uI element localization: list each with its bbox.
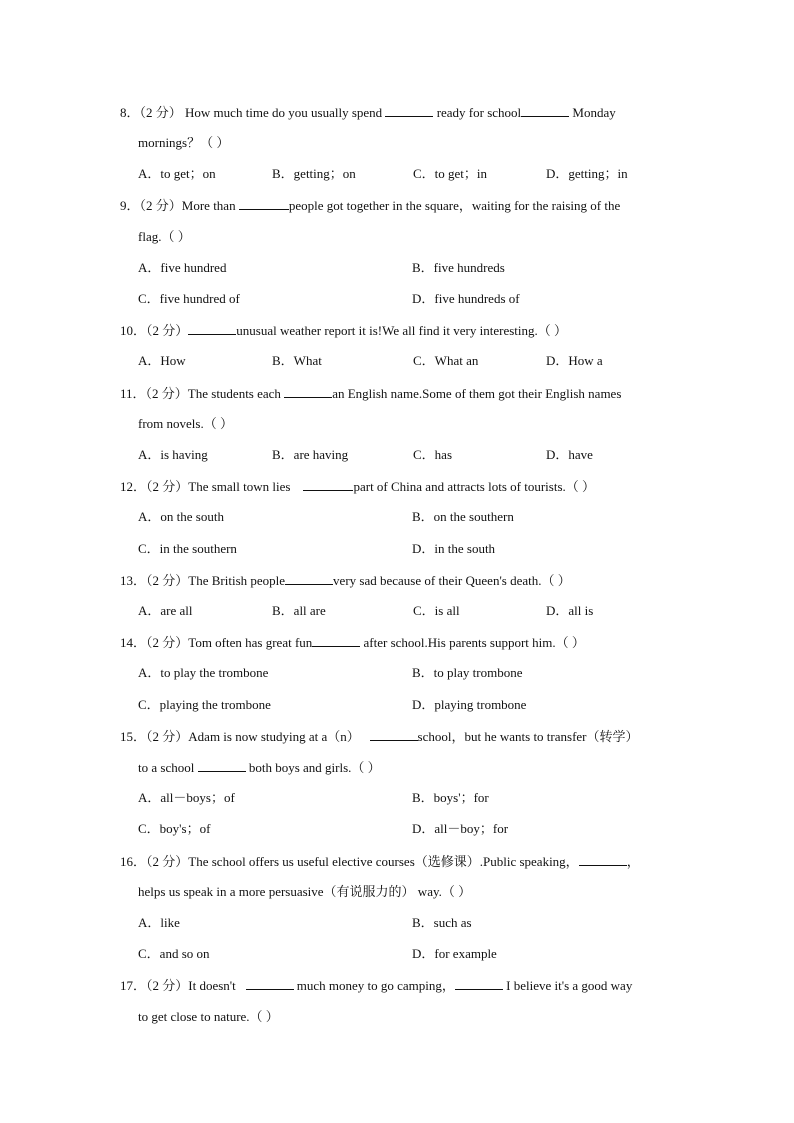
option-d[interactable]: D．have bbox=[546, 447, 593, 462]
answer-blank bbox=[284, 385, 332, 398]
option-a[interactable]: A．to play the trombone bbox=[138, 665, 269, 680]
question-number: 10． bbox=[120, 323, 147, 338]
question-number: 12． bbox=[120, 479, 147, 494]
answer-blank bbox=[198, 759, 246, 772]
stem-text: ， bbox=[626, 854, 640, 869]
stem-text: How much time do you usually spend bbox=[185, 105, 383, 120]
answer-blank bbox=[521, 104, 569, 117]
question-stem bbox=[120, 977, 632, 994]
stem-text: The students each bbox=[187, 386, 281, 401]
question-number: 17． bbox=[120, 978, 147, 993]
stem-text: The British people bbox=[188, 573, 286, 588]
stem-text: both boys and girls.（ ） bbox=[248, 760, 381, 775]
option-c[interactable]: C．in the southern bbox=[138, 541, 237, 556]
stem-text: The school offers us useful elective courses（选修课）.Public speaking， bbox=[188, 854, 579, 869]
option-b[interactable]: B．such as bbox=[412, 915, 472, 930]
stem-text: school，but he wants to transfer（转学） bbox=[417, 729, 639, 744]
stem-continuation: mornings？（ ） bbox=[138, 135, 230, 150]
option-d[interactable]: D．all is bbox=[546, 603, 594, 618]
option-a[interactable]: A．How bbox=[138, 353, 186, 368]
question-number: 8． bbox=[120, 105, 140, 120]
question-stem bbox=[120, 385, 621, 402]
option-c[interactable]: C．is all bbox=[413, 603, 460, 618]
stem-text: after school.His parents support him.（ ） bbox=[363, 635, 585, 650]
option-a[interactable]: A．all－boys；of bbox=[138, 790, 235, 805]
question-score: （2 分） bbox=[146, 978, 189, 993]
option-d[interactable]: D．for example bbox=[412, 946, 497, 961]
question-stem bbox=[120, 478, 595, 495]
option-a[interactable]: A．is having bbox=[138, 447, 208, 462]
question-score: （2 分） bbox=[146, 854, 189, 869]
option-b[interactable]: B．getting；on bbox=[272, 166, 356, 181]
question-score: （2 分） bbox=[146, 323, 189, 338]
question-number: 11． bbox=[120, 386, 146, 401]
question-stem bbox=[120, 104, 616, 121]
question-score: （2 分） bbox=[146, 729, 189, 744]
option-b[interactable]: B．are having bbox=[272, 447, 349, 462]
answer-blank bbox=[246, 977, 294, 990]
option-d[interactable]: D．getting；in bbox=[546, 166, 628, 181]
stem-text: Tom often has great fun bbox=[188, 635, 313, 650]
question-stem bbox=[120, 197, 620, 214]
option-b[interactable]: B．five hundreds bbox=[412, 260, 505, 275]
answer-blank bbox=[239, 197, 289, 210]
stem-text: unusual weather report it is!We all find it very interesting.（ ） bbox=[236, 323, 568, 338]
stem-continuation: from novels.（ ） bbox=[138, 416, 233, 431]
answer-blank bbox=[312, 634, 360, 647]
question-stem bbox=[120, 322, 567, 339]
stem-text: to a school bbox=[138, 760, 195, 775]
answer-blank bbox=[579, 853, 627, 866]
option-b[interactable]: B．all are bbox=[272, 603, 326, 618]
option-c[interactable]: C．to get；in bbox=[413, 166, 488, 181]
answer-blank bbox=[455, 977, 503, 990]
answer-blank bbox=[303, 478, 353, 491]
question-score: （2 分） bbox=[146, 635, 189, 650]
option-c[interactable]: C．What an bbox=[413, 353, 479, 368]
option-a[interactable]: A．on the south bbox=[138, 509, 224, 524]
option-c[interactable]: C．has bbox=[413, 447, 453, 462]
question-number: 9． bbox=[120, 198, 140, 213]
stem-text: Adam is now studying at a（n） bbox=[188, 729, 360, 744]
stem-continuation: flag.（ ） bbox=[138, 229, 191, 244]
stem-text: part of China and attracts lots of tourists.（ ） bbox=[353, 479, 596, 494]
option-b[interactable]: B．boys'；for bbox=[412, 790, 489, 805]
stem-text: ready for school bbox=[436, 105, 522, 120]
option-c[interactable]: C．boy's；of bbox=[138, 821, 211, 836]
stem-text: very sad because of their Queen's death.（ ） bbox=[333, 573, 571, 588]
question-score: （2 分） bbox=[145, 386, 188, 401]
question-stem bbox=[120, 728, 639, 745]
question-score: （2 分） bbox=[139, 198, 182, 213]
stem-continuation: helps us speak in a more persuasive（有说服力的） way.（ ） bbox=[138, 884, 472, 899]
question-score: （2 分） bbox=[146, 479, 189, 494]
stem-text: It doesn't bbox=[188, 978, 236, 993]
option-d[interactable]: D．How a bbox=[546, 353, 603, 368]
option-a[interactable]: A．are all bbox=[138, 603, 193, 618]
stem-text: The small town lies bbox=[188, 479, 291, 494]
option-a[interactable]: A．to get；on bbox=[138, 166, 216, 181]
option-c[interactable]: C．five hundred of bbox=[138, 291, 240, 306]
stem-text: Monday bbox=[572, 105, 616, 120]
option-b[interactable]: B．What bbox=[272, 353, 322, 368]
stem-text: much money to go camping， bbox=[296, 978, 455, 993]
question-number: 16． bbox=[120, 854, 147, 869]
question-number: 15． bbox=[120, 729, 147, 744]
option-b[interactable]: B．to play trombone bbox=[412, 665, 523, 680]
option-d[interactable]: D．playing trombone bbox=[412, 697, 527, 712]
stem-text: More than bbox=[181, 198, 236, 213]
stem-text: people got together in the square，waiting for the raising of the bbox=[288, 198, 621, 213]
stem-continuation bbox=[138, 759, 381, 776]
question-number: 13． bbox=[120, 573, 147, 588]
option-d[interactable]: D．all－boy；for bbox=[412, 821, 509, 836]
option-c[interactable]: C．and so on bbox=[138, 946, 210, 961]
answer-blank bbox=[285, 572, 333, 585]
answer-blank bbox=[188, 322, 236, 335]
stem-text: I believe it's a good way bbox=[506, 978, 633, 993]
answer-blank bbox=[370, 728, 418, 741]
option-d[interactable]: D．in the south bbox=[412, 541, 496, 556]
question-number: 14． bbox=[120, 635, 147, 650]
question-score: （2 分） bbox=[139, 105, 182, 120]
answer-blank bbox=[385, 104, 433, 117]
question-stem bbox=[120, 634, 585, 651]
option-d[interactable]: D．five hundreds of bbox=[412, 291, 520, 306]
option-a[interactable]: A．five hundred bbox=[138, 260, 227, 275]
question-stem bbox=[120, 572, 571, 589]
option-b[interactable]: B．on the southern bbox=[412, 509, 514, 524]
stem-text: an English name.Some of them got their English names bbox=[332, 386, 622, 401]
question-stem bbox=[120, 853, 640, 870]
option-a[interactable]: A．like bbox=[138, 915, 180, 930]
question-score: （2 分） bbox=[146, 573, 189, 588]
stem-continuation: to get close to nature.（ ） bbox=[138, 1009, 279, 1024]
option-c[interactable]: C．playing the trombone bbox=[138, 697, 271, 712]
